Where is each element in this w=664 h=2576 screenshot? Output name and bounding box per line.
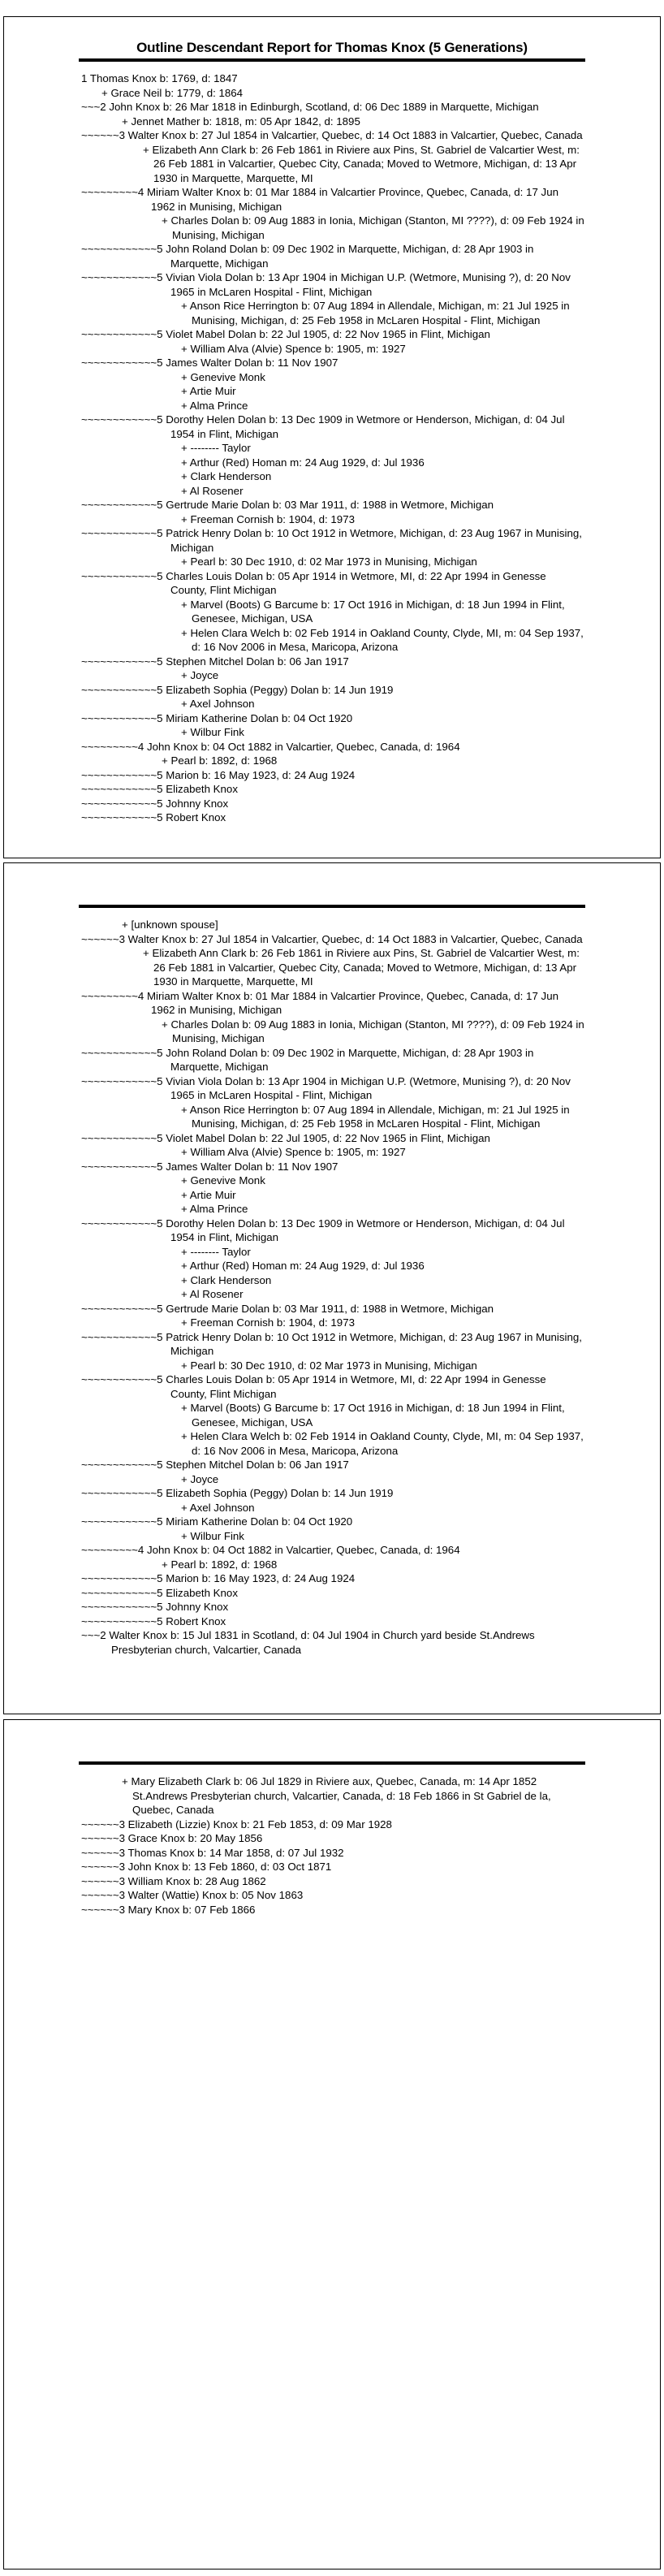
spouse-line: + Pearl b: 30 Dec 1910, d: 02 Mar 1973 in Munising, Michigan	[181, 1359, 477, 1372]
page-3	[3, 1719, 661, 2570]
spouse-line: + Wilbur Fink	[181, 726, 244, 738]
page-header	[4, 1720, 660, 1765]
person-line: ~~~~~~~~~~~~5 Gertrude Marie Dolan b: 03 Mar 1911, d: 1988 in Wetmore, Michigan	[81, 1302, 494, 1315]
person-line: ~~~2 John Knox b: 26 Mar 1818 in Edinburgh, Scotland, d: 06 Dec 1889 in Marquette, Michigan	[81, 101, 539, 113]
person-line: ~~~~~~3 Walter Knox b: 27 Jul 1854 in Valcartier, Quebec, d: 14 Oct 1883 in Valcartier, Quebec, Canada	[81, 932, 583, 945]
person-line: ~~~~~~~~~~~~5 Dorothy Helen Dolan b: 13 Dec 1909 in Wetmore or Henderson, Michigan, d: 04 Jul 1954 in Flint, Michigan	[81, 413, 565, 440]
spouse-line: + Helen Clara Welch b: 02 Feb 1914 in Oakland County, Clyde, MI, m: 04 Sep 1937, d: 16 Nov 2006 in Mesa, Maricopa, Arizona	[181, 1430, 584, 1457]
person-line: ~~~~~~~~~~~~5 Elizabeth Sophia (Peggy) Dolan b: 14 Jun 1919	[81, 683, 394, 696]
spouse-line: + Alma Prince	[181, 399, 248, 412]
page-2	[3, 862, 661, 1714]
person-line: ~~~~~~~~~~~~5 Miriam Katherine Dolan b: 04 Oct 1920	[81, 711, 353, 724]
spouse-line: + Pearl b: 30 Dec 1910, d: 02 Mar 1973 in Munising, Michigan	[181, 555, 477, 568]
person-line: ~~~~~~~~~~~~5 Johnny Knox	[81, 797, 229, 810]
spouse-line: + Anson Rice Herrington b: 07 Aug 1894 in Allendale, Michigan, m: 21 Jul 1925 in Munising, Michigan, d: 25 Feb 1958 in McLaren Hospital - Flint, Michigan	[181, 300, 570, 326]
person-line: ~~~~~~3 Grace Knox b: 20 May 1856	[81, 1832, 263, 1844]
spouse-line: + -------- Taylor	[181, 1245, 251, 1258]
spouse-line: + Artie Muir	[181, 1188, 236, 1201]
spouse-line: + Pearl b: 1892, d: 1968	[162, 754, 278, 767]
spouse-line: + -------- Taylor	[181, 442, 251, 454]
person-line: ~~~~~~~~~~~~5 Gertrude Marie Dolan b: 03 Mar 1911, d: 1988 in Wetmore, Michigan	[81, 499, 494, 511]
person-line: ~~~~~~~~~~~~5 John Roland Dolan b: 09 Dec 1902 in Marquette, Michigan, d: 28 Apr 1903 in Marquette, Michigan	[81, 243, 534, 270]
spouse-line: + Pearl b: 1892, d: 1968	[162, 1558, 278, 1571]
person-line: ~~~~~~~~~~~~5 Robert Knox	[81, 811, 226, 823]
person-line: ~~~~~~3 Elizabeth (Lizzie) Knox b: 21 Feb 1853, d: 09 Mar 1928	[81, 1817, 392, 1830]
page-header	[4, 863, 660, 908]
spouse-line: + Elizabeth Ann Clark b: 26 Feb 1861 in Riviere aux Pins, St. Gabriel de Valcartier West, m: 26 Feb 1881 in Valcartier, Quebec City, Canada; Moved to Wetmore, Michigan, d: 13 Apr 1930 in Marquette, Marquette, MI	[143, 947, 580, 988]
spouse-line: + Helen Clara Welch b: 02 Feb 1914 in Oakland County, Clyde, MI, m: 04 Sep 1937, d: 16 Nov 2006 in Mesa, Maricopa, Arizona	[181, 626, 584, 653]
person-line: ~~~~~~~~~~~~5 Stephen Mitchel Dolan b: 06 Jan 1917	[81, 655, 349, 668]
person-line: ~~~~~~~~~~~~5 Elizabeth Sophia (Peggy) Dolan b: 14 Jun 1919	[81, 1487, 394, 1499]
header-rule	[79, 1761, 585, 1765]
spouse-line: + William Alva (Alvie) Spence b: 1905, m: 1927	[181, 1146, 406, 1158]
header-rule	[79, 905, 585, 908]
person-line: ~~~~~~3 Walter (Wattie) Knox b: 05 Nov 1863	[81, 1889, 304, 1901]
page-header	[4, 17, 660, 62]
person-line: ~~~~~~~~~~~~5 Elizabeth Knox	[81, 1586, 238, 1599]
spouse-line: + Joyce	[181, 669, 219, 681]
spouse-line: + Mary Elizabeth Clark b: 06 Jul 1829 in Riviere aux, Quebec, Canada, m: 14 Apr 1852 St.Andrews Presbyterian church, Valcartier, Canada, d: 18 Feb 1866 in St Gabriel de la, Quebec, Canada	[122, 1775, 551, 1816]
person-line: ~~~~~~~~~~~~5 Charles Louis Dolan b: 05 Apr 1914 in Wetmore, MI, d: 22 Apr 1994 in Genesse County, Flint Michigan	[81, 1373, 546, 1400]
person-line: ~~~~~~~~~~~~5 Vivian Viola Dolan b: 13 Apr 1904 in Michigan U.P. (Wetmore, Munising ?), d: 20 Nov 1965 in McLaren Hospital - Flint, Michigan	[81, 271, 571, 298]
report-document	[0, 16, 664, 2570]
person-line: ~~~~~~~~~~~~5 Violet Mabel Dolan b: 22 Jul 1905, d: 22 Nov 1965 in Flint, Michigan	[81, 1131, 490, 1144]
spouse-line: + Clark Henderson	[181, 1273, 272, 1286]
person-line: ~~~~~~~~~~~~5 Johnny Knox	[81, 1601, 229, 1613]
spouse-line: + Arthur (Red) Homan m: 24 Aug 1929, d: Jul 1936	[181, 1260, 425, 1272]
spouse-line: + Grace Neil b: 1779, d: 1864	[101, 86, 244, 99]
spouse-line: + Elizabeth Ann Clark b: 26 Feb 1861 in Riviere aux Pins, St. Gabriel de Valcartier West, m: 26 Feb 1881 in Valcartier, Quebec City, Canada; Moved to Wetmore, Michigan, d: 13 Apr 1930 in Marquette, Marquette, MI	[143, 143, 580, 184]
spouse-line: + Anson Rice Herrington b: 07 Aug 1894 in Allendale, Michigan, m: 21 Jul 1925 in Munising, Michigan, d: 25 Feb 1958 in McLaren Hospital - Flint, Michigan	[181, 1103, 570, 1130]
person-line: 1 Thomas Knox b: 1769, d: 1847	[81, 72, 238, 84]
person-line: ~~~~~~~~~4 Miriam Walter Knox b: 01 Mar 1884 in Valcartier Province, Quebec, Canada, d: 17 Jun 1962 in Munising, Michigan	[81, 186, 558, 213]
spouse-line: + Freeman Cornish b: 1904, d: 1973	[181, 512, 355, 525]
person-line: ~~~~~~~~~~~~5 Patrick Henry Dolan b: 10 Oct 1912 in Wetmore, Michigan, d: 23 Aug 1967 in Munising, Michigan	[81, 1330, 582, 1357]
spouse-line: + Marvel (Boots) G Barcume b: 17 Oct 1916 in Michigan, d: 18 Jun 1994 in Flint, Genesee, Michigan, USA	[181, 1402, 565, 1428]
spouse-line: + Wilbur Fink	[181, 1529, 244, 1542]
spouse-line: + Axel Johnson	[181, 698, 255, 710]
spouse-line: + Axel Johnson	[181, 1501, 255, 1514]
page-content	[81, 918, 584, 1657]
page-content	[81, 1774, 584, 1917]
person-line: ~~~~~~~~~~~~5 John Roland Dolan b: 09 Dec 1902 in Marquette, Michigan, d: 28 Apr 1903 in Marquette, Michigan	[81, 1046, 534, 1073]
person-line: ~~~~~~~~~~~~5 Miriam Katherine Dolan b: 04 Oct 1920	[81, 1515, 353, 1528]
spouse-line: + Genevive Monk	[181, 370, 265, 383]
spouse-line: + Clark Henderson	[181, 470, 272, 482]
spouse-line: + Alma Prince	[181, 1203, 248, 1215]
person-line: ~~~~~~3 Thomas Knox b: 14 Mar 1858, d: 07 Jul 1932	[81, 1846, 344, 1859]
spouse-line: + William Alva (Alvie) Spence b: 1905, m: 1927	[181, 342, 406, 355]
spouse-line: + Jennet Mather b: 1818, m: 05 Apr 1842, d: 1895	[122, 115, 360, 128]
spouse-line: + Charles Dolan b: 09 Aug 1883 in Ionia, Michigan (Stanton, MI ????), d: 09 Feb 1924 in Munising, Michigan	[162, 1018, 584, 1044]
spouse-line: + Joyce	[181, 1472, 219, 1485]
person-line: ~~~~~~~~~4 John Knox b: 04 Oct 1882 in Valcartier, Quebec, Canada, d: 1964	[81, 1544, 460, 1556]
person-line: ~~~~~~3 John Knox b: 13 Feb 1860, d: 03 Oct 1871	[81, 1861, 332, 1873]
spouse-line: + Genevive Monk	[181, 1174, 265, 1186]
spouse-line: + [unknown spouse]	[122, 918, 218, 931]
person-line: ~~~~~~~~~~~~5 Violet Mabel Dolan b: 22 Jul 1905, d: 22 Nov 1965 in Flint, Michigan	[81, 328, 490, 340]
person-line: ~~~~~~~~~4 Miriam Walter Knox b: 01 Mar 1884 in Valcartier Province, Quebec, Canada, d: 17 Jun 1962 in Munising, Michigan	[81, 989, 558, 1016]
person-line: ~~~~~~~~~~~~5 James Walter Dolan b: 11 Nov 1907	[81, 1160, 338, 1173]
person-line: ~~~~~~3 William Knox b: 28 Aug 1862	[81, 1874, 266, 1887]
report-title: Outline Descendant Report for Thomas Knox (5 Generations)	[136, 40, 528, 55]
person-line: ~~~~~~~~~~~~5 Vivian Viola Dolan b: 13 Apr 1904 in Michigan U.P. (Wetmore, Munising ?), d: 20 Nov 1965 in McLaren Hospital - Flint, Michigan	[81, 1074, 571, 1101]
person-line: ~~~~~~~~~~~~5 Robert Knox	[81, 1614, 226, 1627]
spouse-line: + Marvel (Boots) G Barcume b: 17 Oct 1916 in Michigan, d: 18 Jun 1994 in Flint, Genesee, Michigan, USA	[181, 598, 565, 625]
person-line: ~~~~~~~~~~~~5 James Walter Dolan b: 11 Nov 1907	[81, 357, 338, 369]
title-rule	[79, 58, 585, 62]
person-line: ~~~~~~~~~4 John Knox b: 04 Oct 1882 in Valcartier, Quebec, Canada, d: 1964	[81, 740, 460, 753]
spouse-line: + Freeman Cornish b: 1904, d: 1973	[181, 1316, 355, 1329]
page-1	[3, 16, 661, 858]
person-line: ~~~~~~3 Mary Knox b: 07 Feb 1866	[81, 1903, 256, 1916]
spouse-line: + Arthur (Red) Homan m: 24 Aug 1929, d: Jul 1936	[181, 456, 425, 469]
person-line: ~~~2 Walter Knox b: 15 Jul 1831 in Scotland, d: 04 Jul 1904 in Church yard beside St.Andrews Presbyterian church, Valcartier, Canada	[81, 1629, 535, 1656]
person-line: ~~~~~~~~~~~~5 Charles Louis Dolan b: 05 Apr 1914 in Wetmore, MI, d: 22 Apr 1994 in Genesse County, Flint Michigan	[81, 569, 546, 596]
person-line: ~~~~~~~~~~~~5 Elizabeth Knox	[81, 783, 238, 795]
page-content	[81, 71, 584, 825]
spouse-line: + Al Rosener	[181, 484, 244, 497]
person-line: ~~~~~~~~~~~~5 Stephen Mitchel Dolan b: 06 Jan 1917	[81, 1459, 349, 1471]
spouse-line: + Artie Muir	[181, 385, 236, 397]
spouse-line: + Charles Dolan b: 09 Aug 1883 in Ionia, Michigan (Stanton, MI ????), d: 09 Feb 1924 in Munising, Michigan	[162, 214, 584, 241]
spouse-line: + Al Rosener	[181, 1288, 244, 1300]
person-line: ~~~~~~3 Walter Knox b: 27 Jul 1854 in Valcartier, Quebec, d: 14 Oct 1883 in Valcartier, Quebec, Canada	[81, 129, 583, 141]
person-line: ~~~~~~~~~~~~5 Marion b: 16 May 1923, d: 24 Aug 1924	[81, 768, 356, 781]
person-line: ~~~~~~~~~~~~5 Dorothy Helen Dolan b: 13 Dec 1909 in Wetmore or Henderson, Michigan, d: 04 Jul 1954 in Flint, Michigan	[81, 1217, 565, 1243]
person-line: ~~~~~~~~~~~~5 Marion b: 16 May 1923, d: 24 Aug 1924	[81, 1572, 356, 1584]
person-line: ~~~~~~~~~~~~5 Patrick Henry Dolan b: 10 Oct 1912 in Wetmore, Michigan, d: 23 Aug 1967 in Munising, Michigan	[81, 527, 582, 554]
